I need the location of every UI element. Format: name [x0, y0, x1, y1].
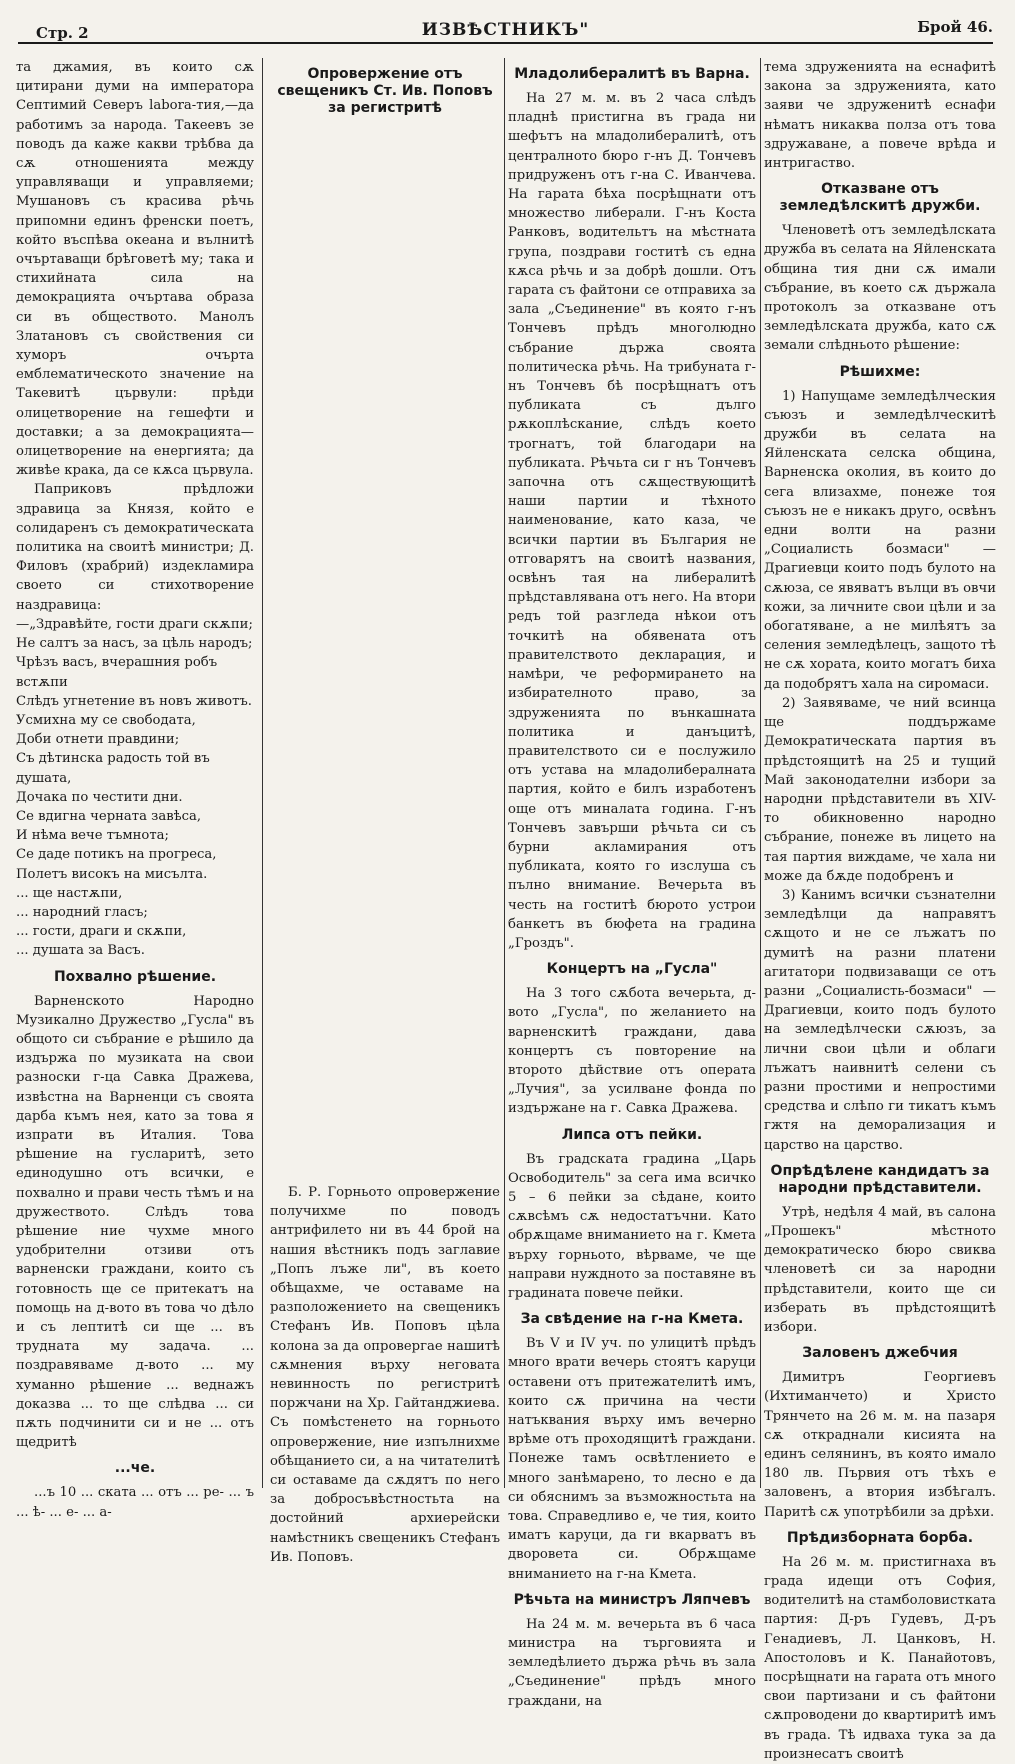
article-text: 2) Заявяваме, че ний всинца ще поддържаме Демократическата партия въ прѣдстоящитѣ на 25 и тущий Май законодателни избори за народни прѣдставители въ XIV-то обикновенно народно събрание, понеже въ лицето на тая партия виждаме, че хала ни може да бѫде подобренъ и — [764, 695, 996, 884]
poem-line: ... душата за Васъ. — [16, 943, 145, 959]
headline: За свѣдение на г-на Кмета. — [520, 1311, 744, 1328]
newspaper-title: ИЗВѢСТНИКЪ" — [421, 20, 590, 40]
article-text: Б. Р. Горньото опровержение получихме по поводъ антрифилето ни въ 44 брой на нашия вѣстникъ подъ заглавие „Попъ лъже ли", въ което обѣщахме, че оставаме на разположението на свещеникъ Стефанъ Ив. Поповъ цѣла колона за да опровергае нашитѣ сѫмнения върху неговата невинность по регистритѣ поржчани на Хр. Гайтанджиева. Съ помѣстенето на горньото опровержение, ние изпълнихме обѣщанието си, а на читателитѣ си оставаме да сѫдятъ по него за добросъвѣстностьта на достойний архиерейски намѣстникъ свещеникъ Стефанъ Ив. Поповъ. — [270, 1185, 500, 1565]
poem-line: Слѣдъ угнетение въ новъ животъ. — [16, 693, 252, 709]
subheading: Рѣшихме: — [839, 363, 921, 380]
poem-line: —„Здравѣйте, гости драги скѫпи; — [16, 616, 253, 632]
article-text: Членоветѣ отъ земледѣлската дружба въ селата на Яйленската община тия дни сѫ имали събрание, въ което сѫ държала протоколъ за отказване отъ земледѣлската дружба, като сѫ земали слѣдньото рѣшение: — [764, 223, 996, 354]
column-4 — [764, 58, 996, 1762]
poem-line: Чрѣзъ васъ, вчерашния робъ встѫпи — [16, 655, 218, 690]
poem-line: ... народний гласъ; — [16, 904, 148, 920]
article-text: Варненското Народно Музикално Дружество „Гусла" въ общото си събрание е рѣшило да издържа по музиката на свои разноски г-ца Савка Дражева, извѣстна на Варненци съ своята дарба къмъ нея, като за това я изпрати въ Италия. Това рѣшение на гусларитѣ, зето единодушно отъ всички, е похвално и прави честь тѣмъ и на дружеството. Слѣдъ това рѣшение ние чухме много удобрителни отзиви отъ варненски граждани, които съ готовность ще се притекатъ на помощь на д-вото въ това чо дѣло и съ лептитѣ си ще ... въ трудната му задача. ... поздравяваме д-вото ... му хуманно рѣшение ... веднажъ доказва ... то ще слѣдва ... си пѫть подчинити си и не ... отъ щедритѣ — [16, 993, 254, 1451]
poem-line: Полетъ високъ на мисълта. — [16, 866, 208, 882]
article-text: На 24 м. м. вечерьта въ 6 часа министра на търговията и земледѣлието държа рѣчь въ зала „Съединение" прѣдъ много граждани, на — [508, 1616, 756, 1709]
poem-line: ... ще настѫпи, — [16, 885, 123, 901]
poem-line: Не салтъ за насъ, за цѣль народъ; — [16, 636, 253, 652]
poem-line: Съ дѣтинска радость той въ душата, — [16, 751, 210, 786]
poem-line: Доби отнети правдини; — [16, 732, 180, 748]
headline: Опровержение отъ свещеникъ Ст. Ив. Поповъ за регистритѣ — [277, 66, 493, 116]
article-text: Въ V и IV уч. по улицитѣ прѣдъ много врати вечерь стоятъ каруци оставени отъ притежателитѣ имъ, които сѫ причина на чести натъквания върху имъ вечерно врѣме отъ проходящитѣ граждани. Понеже тамъ освѣтлението е много занѣмарено, то лесно е да си обяснимъ за възможностьта на това. Справедливо е, че тия, които иматъ каруци, да ги вкарватъ въ дворовета си. Обрѫщаме вниманието на г-на Кмета. — [508, 1336, 756, 1582]
headline: ...че. — [114, 1460, 156, 1477]
poem-line: И нѣма вече тъмнота; — [16, 828, 169, 844]
poem-line: Се вдигна черната завѣса, — [16, 808, 202, 824]
article-text: 3) Канимъ всички съзнателни земледѣлци да направятъ сѫщото и не се лъжатъ по думитѣ на разни платени агитатори подвизаващи се отъ разни „Социалисть-бозмаси" — Драгиевци, които подъ булото на земледѣлчески сѫюзъ, за лични свои цѣли и облаги лъжатъ наивнитѣ селени съ разни простими и непростими средства и слѣпо ги тикатъ къмъ гжтя на деморализация и царство на царство. — [764, 887, 996, 1153]
issue-number: Брой 46. — [917, 18, 993, 36]
article-text: Въ градската градина „Царь Освободитель" за сега има всичко 5 – 6 пейки за сѣдане, които сѫвсѣмъ сѫ недостатъчни. Като обрѫщаме вниманието на г. Кмета върху горньото, вѣрваме, че ще направи нуждното за поставяне въ градината повече пейки. — [508, 1151, 756, 1301]
headline: Концертъ на „Гусла" — [546, 961, 718, 978]
masthead — [18, 16, 993, 44]
article-text: та джамия, въ които сѫ цитирани думи на императора Септимий Северъ labora-тия,—да работимъ за народа. Такеевъ зе поводъ да каже какви трѣбва да сѫ отношенията между управляващи и управляеми; Мушановъ съ красива рѣчь припомни единъ френски поетъ, който въспѣва океана и вълнитѣ очъртаващи брѣговетѣ му; така и стихийната сила на демокрацията очъртава образа си въ обществото. Манолъ Златановъ съ свойствения си хуморъ очърта емблематическото значение на Такевитѣ цървули: прѣди олицетворение на гешефти и доставки; а за демокрацията—олицетворение на енергията; да живѣе крака, да се кѫса цървула. — [16, 60, 254, 479]
article-text: Утрѣ, недѣля 4 май, въ салона „Прошекъ" мѣстното демократическо бюро свиква членоветѣ си за народни прѣдставители, които ще си изберать въ прѣдстоящитѣ избори. — [764, 1204, 996, 1335]
poem-line: Усмихна му се свободата, — [16, 712, 196, 728]
article-text: На 3 того сѫбота вечерьта, д-вото „Гусла", по желанието на варненскитѣ граждани, дава концертъ съ повторение на второто дѣйствие отъ операта „Лучия", за усилване фонда по издържане на г. Савка Дражева. — [508, 986, 756, 1117]
headline: Рѣчьта на министръ Ляпчевъ — [513, 1591, 751, 1608]
headline: Похвално рѣшение. — [53, 968, 217, 985]
column-divider — [504, 58, 505, 1488]
poem-line: Дочака по честити дни. — [16, 789, 183, 805]
column-2 — [270, 58, 500, 1565]
article-text: тема здруженията на еснафитѣ закона за здруженията, като заяви че здруженитѣ еснафи нѣматъ никаква полза отъ това здружаване, а повече врѣда и интригаство. — [764, 60, 996, 172]
column-divider — [262, 58, 263, 1488]
article-text: На 26 м. м. пристигнаха въ града идещи отъ София, водителитѣ на стамболовистката партия: Д-ръ Гудевъ, Д-ръ Генадиевъ, Л. Цанковъ, Н. Апостоловъ и К. Панайотовъ, посрѣщнати на гарата отъ много свои партизани и съ файтони сѫпроводени до квартиритѣ имъ въ града. Тѣ идваха тука за да произнесатъ своитѣ — [764, 1554, 996, 1762]
headline: Отказване отъ земледѣлскитѣ дружби. — [779, 181, 981, 215]
headline: Опрѣдѣлене кандидатъ за народни прѣдставители. — [770, 1162, 990, 1196]
column-divider — [760, 58, 761, 1488]
headline: Прѣдизборната борба. — [786, 1529, 974, 1546]
column-3 — [508, 58, 756, 1709]
article-text: 1) Напущаме земледѣлческия съюзъ и земледѣлческитѣ дружби въ селата на Яйленската селска община, Варненска околия, въ които до сега влизахме, понеже тоя съюзъ не е никакъ друго, освѣнъ едни волти на разни „Социалисть бозмаси" — Драгиевци които подъ булото на сѫюза, се явяватъ вълци въ овчи кожи, за личните свои цѣли и за обогатяване, а не милѣятъ за селения земледѣлецъ, защото тѣ не сѫ хората, които могатъ биха да подобрятъ хала на сиромаси. — [764, 388, 996, 692]
poem-line: ... гости, драги и скѫпи, — [16, 924, 187, 940]
column-1 — [16, 58, 254, 1520]
article-text: Димитръ Георгиевъ (Ихтиманчето) и Христо Трянчето на 26 м. м. на пазаря сѫ откраднали кисията на единъ селянинъ, въ която имало 180 лв. Първия отъ тѣхъ е заловенъ, а втория избѣгалъ. Паритѣ сѫ употрѣбили за дрѣхи. — [764, 1370, 996, 1520]
article-text: ...ъ 10 ... ската ... отъ ... ре- ... ъ ... ѣ- ... е- ... а- — [16, 1485, 254, 1520]
headline: Младолибералитѣ въ Варна. — [514, 66, 750, 82]
headline: Липса отъ пейки. — [561, 1126, 703, 1143]
page-number: Стр. 2 — [36, 24, 89, 42]
headline: Заловенъ джебчия — [802, 1345, 958, 1362]
blank-space — [270, 123, 500, 1183]
poem — [16, 615, 254, 961]
article-text: На 27 м. м. въ 2 часа слѣдъ пладнѣ пристигна въ града ни шефътъ на младолибералитѣ, отъ централното бюро г-нъ Д. Тончевъ придруженъ отъ г-на С. Иванчева. На гарата бѣха посрѣщнати отъ множество либерали. Г-нъ Коста Ранковъ, водительтъ на мѣстната група, поздрави гоститѣ съ една кѫса рѣчь и за добрѣ дошли. Отъ гарата съ файтони се отправиха за зала „Съединение" въ която г-нъ Тончевъ прѣдъ многолюдно събрание държа своята политическа рѣчь. На трибуната г-нъ Тончевъ бѣ посрѣщнатъ отъ публиката съ дълго рѫкоплѣскание, слѣдъ което трогнатъ, той благодари на публиката. Рѣчьта си г нъ Тончевъ започна отъ сѫществующитѣ наши партии и тѣхното наименование, като каза, че всички партии въ България не отговарятъ на своитѣ названия, освѣнъ тая на либералитѣ прѣдставлявана отъ него. На втори редъ той разгледа нѣкои отъ точкитѣ на обявената отъ правителството декларация, и намѣри, че реформирането на избирателното право, за здруженията по вънкашната политика и данъцитѣ, правителството си е послужило отъ устава на младолибералната партия, който е билъ изработенъ още отъ миналата година. Г-нъ Тончевъ завърши рѣчьта си съ бурни акламирания отъ публиката, която го изслуша съ пълно внимание. Вечерьта въ честь на гоститѣ бюрото устрои банкетъ въ бюфета на градина „Гроздъ". — [508, 91, 756, 951]
poem-line: Се даде потикъ на прогреса, — [16, 847, 217, 863]
article-text: Паприковъ прѣдложи здравица за Князя, който е солидаренъ съ демократическата политика на своитѣ министри; Д. Филовъ (храбрий) издекламира своето си стихотворение наздравица: — [16, 482, 254, 613]
